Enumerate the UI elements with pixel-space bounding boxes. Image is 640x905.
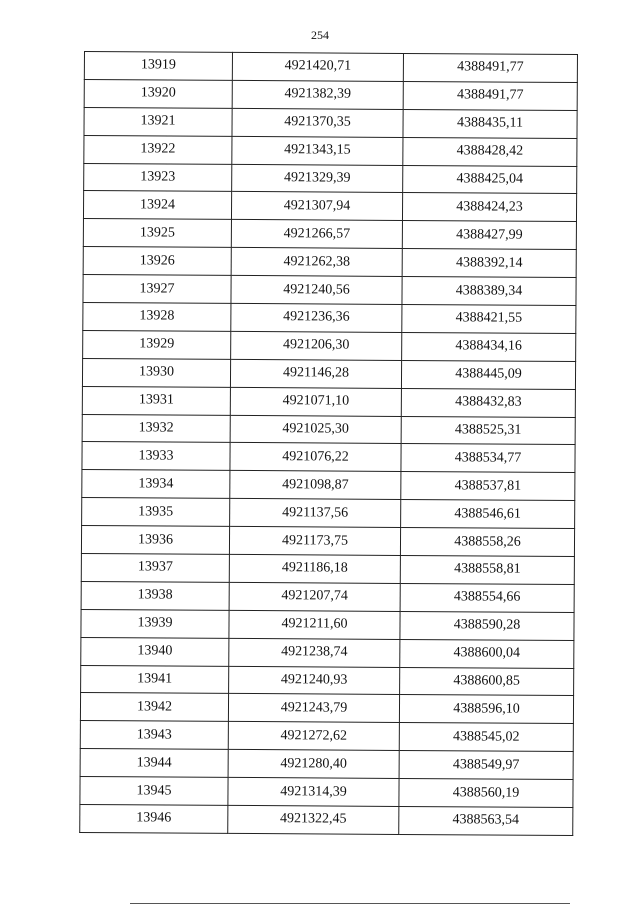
point-number-cell: 13926 [83,247,231,276]
y-coordinate-cell: 4388525,31 [401,416,575,445]
table-row [81,609,574,640]
x-coordinate-cell: 4921272,62 [228,722,399,751]
y-coordinate-cell: 4388545,02 [399,723,573,752]
table-row [83,330,576,361]
point-number-cell: 13924 [83,191,231,220]
table-row [80,749,573,780]
point-number-cell: 13941 [81,665,229,694]
x-coordinate-cell: 4921280,40 [228,750,399,779]
y-coordinate-cell: 4388549,97 [399,751,573,780]
table-row [83,247,576,278]
point-number-cell: 13922 [84,135,232,164]
x-coordinate-cell: 4921137,56 [230,499,401,528]
table-row [81,554,574,585]
x-coordinate-cell: 4921025,30 [230,415,401,444]
x-coordinate-cell: 4921329,39 [232,164,403,193]
x-coordinate-cell: 4921314,39 [228,778,399,807]
x-coordinate-cell: 4921370,35 [232,108,403,137]
x-coordinate-cell: 4921240,93 [229,666,400,695]
x-coordinate-cell: 4921173,75 [229,527,400,556]
x-coordinate-cell: 4921236,36 [231,303,402,332]
x-coordinate-cell: 4921186,18 [229,554,400,583]
x-coordinate-cell: 4921243,79 [228,694,399,723]
x-coordinate-cell: 4921382,39 [232,80,403,109]
point-number-cell: 13933 [82,442,230,471]
table-row [84,107,577,138]
table-row [80,805,573,836]
table-row [83,275,576,306]
point-number-cell: 13944 [80,749,228,778]
point-number-cell: 13939 [81,609,229,638]
table-row [82,358,575,389]
table-row [82,442,575,473]
table-row [83,303,576,334]
point-number-cell: 13928 [83,303,231,332]
y-coordinate-cell: 4388558,81 [400,555,574,584]
coordinates-table-wrapper [79,51,578,836]
y-coordinate-cell: 4388434,16 [402,332,576,361]
point-number-cell: 13936 [81,526,229,555]
point-number-cell: 13935 [82,498,230,527]
point-number-cell: 13932 [82,414,230,443]
point-number-cell: 13919 [84,52,232,81]
table-row [84,52,577,83]
y-coordinate-cell: 4388428,42 [403,137,577,166]
y-coordinate-cell: 4388558,26 [400,528,574,557]
point-number-cell: 13938 [81,581,229,610]
x-coordinate-cell: 4921240,56 [231,276,402,305]
y-coordinate-cell: 4388389,34 [402,277,576,306]
table-row [82,470,575,501]
table-row [82,414,575,445]
x-coordinate-cell: 4921343,15 [232,136,403,165]
point-number-cell: 13942 [80,693,228,722]
y-coordinate-cell: 4388534,77 [401,444,575,473]
coordinates-table [79,51,578,836]
table-row [83,219,576,250]
x-coordinate-cell: 4921262,38 [231,248,402,277]
table-row [83,191,576,222]
y-coordinate-cell: 4388491,77 [403,53,577,82]
table-row [80,721,573,752]
y-coordinate-cell: 4388435,11 [403,109,577,138]
x-coordinate-cell: 4921071,10 [230,387,401,416]
point-number-cell: 13927 [83,275,231,304]
point-number-cell: 13925 [83,219,231,248]
y-coordinate-cell: 4388590,28 [400,611,574,640]
table-row [81,665,574,696]
x-coordinate-cell: 4921207,74 [229,582,400,611]
y-coordinate-cell: 4388600,85 [400,667,574,696]
table-row [82,386,575,417]
coordinates-table-body [80,52,578,836]
y-coordinate-cell: 4388600,04 [400,639,574,668]
y-coordinate-cell: 4388392,14 [402,249,576,278]
y-coordinate-cell: 4388424,23 [402,193,576,222]
x-coordinate-cell: 4921098,87 [230,471,401,500]
table-row [82,498,575,529]
y-coordinate-cell: 4388432,83 [401,388,575,417]
table-row [84,135,577,166]
y-coordinate-cell: 4388554,66 [400,583,574,612]
point-number-cell: 13920 [84,79,232,108]
x-coordinate-cell: 4921266,57 [231,220,402,249]
point-number-cell: 13943 [80,721,228,750]
y-coordinate-cell: 4388445,09 [401,360,575,389]
point-number-cell: 13937 [81,554,229,583]
x-coordinate-cell: 4921238,74 [229,638,400,667]
table-row [84,79,577,110]
point-number-cell: 13930 [82,358,230,387]
point-number-cell: 13923 [84,163,232,192]
y-coordinate-cell: 4388421,55 [402,304,576,333]
y-coordinate-cell: 4388596,10 [399,695,573,724]
table-row [80,693,573,724]
point-number-cell: 13931 [82,386,230,415]
x-coordinate-cell: 4921307,94 [231,192,402,221]
x-coordinate-cell: 4921322,45 [228,805,399,834]
y-coordinate-cell: 4388560,19 [399,779,573,808]
point-number-cell: 13929 [83,330,231,359]
x-coordinate-cell: 4921211,60 [229,610,400,639]
scan-edge-line [130,903,570,904]
point-number-cell: 13945 [80,777,228,806]
x-coordinate-cell: 4921420,71 [232,52,403,81]
y-coordinate-cell: 4388546,61 [401,500,575,529]
table-row [80,777,573,808]
table-row [81,526,574,557]
page-number: 254 [311,28,329,42]
table-row [81,581,574,612]
y-coordinate-cell: 4388427,99 [402,221,576,250]
y-coordinate-cell: 4388537,81 [401,472,575,501]
x-coordinate-cell: 4921076,22 [230,443,401,472]
point-number-cell: 13946 [80,805,228,834]
point-number-cell: 13921 [84,107,232,136]
x-coordinate-cell: 4921206,30 [231,331,402,360]
table-row [84,163,577,194]
x-coordinate-cell: 4921146,28 [230,359,401,388]
point-number-cell: 13940 [81,637,229,666]
point-number-cell: 13934 [82,470,230,499]
table-row [81,637,574,668]
y-coordinate-cell: 4388491,77 [403,81,577,110]
y-coordinate-cell: 4388563,54 [399,806,573,835]
y-coordinate-cell: 4388425,04 [403,165,577,194]
